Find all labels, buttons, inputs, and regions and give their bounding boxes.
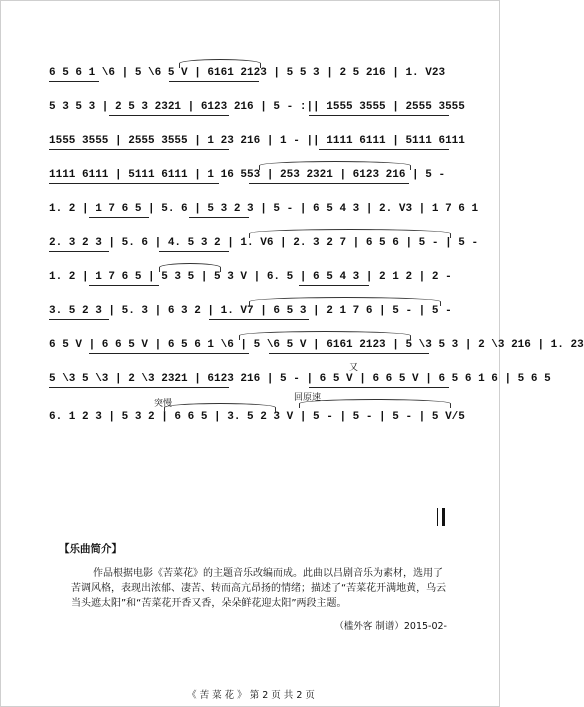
score-line-1 <box>49 53 451 87</box>
intro-title: 【乐曲简介】 <box>59 543 122 555</box>
numbered-music-score <box>49 53 584 463</box>
score-line-text: 1. 2 | 1 7 6 5 | 5. 6 | 5 3 2 3 | 5 - | 6 5 4 3 | 2. V3 | 1 7 6 1 <box>49 203 479 215</box>
score-line-text: 1. 2 | 1 7 6 5 | 5 3 5 | 5 3 V | 6. 5 | 6 5 4 3 | 2 1 2 | 2 - <box>49 271 452 283</box>
score-line-9 <box>49 325 584 359</box>
final-barline <box>437 508 445 526</box>
score-line-7 <box>49 257 451 291</box>
score-line-10 <box>49 359 551 393</box>
score-line-8 <box>49 291 451 325</box>
score-line-4 <box>49 155 451 189</box>
score-line-5 <box>49 189 479 223</box>
score-line-text: 2. 3 2 3 | 5. 6 | 4. 5 3 2 | 1. V6 | 2. 3 2 7 | 6 5 6 | 5 - | 5 - <box>49 237 479 249</box>
score-line-2 <box>49 87 465 121</box>
score-line-text: 5 3 5 3 | 2 5 3 2321 | 6123 216 | 5 - :|| 1555 3555 | 2555 3555 <box>49 101 465 113</box>
score-line-text: 6 5 6 1 \6 | 5 \6 5 V | 6161 2123 | 5 5 3 | 2 5 216 | 1. V23 <box>49 67 446 79</box>
annotation-sudden-slow: 突慢 <box>154 398 173 408</box>
score-line-text: 1111 6111 | 5111 6111 | 1 16 553 | 253 2321 | 6123 216 | 5 - <box>49 169 446 181</box>
score-line-text: 5 \3 5 \3 | 2 \3 2321 | 6123 216 | 5 - | 6 5 V | 6 6 5 V | 6 5 6 1 6 | 5 6 5 <box>49 373 551 385</box>
score-line-6 <box>49 223 479 257</box>
piece-introduction <box>59 541 459 611</box>
score-line-text: 6. 1 2 3 | 5 3 2 | 6 6 5 | 3. 5 2 3 V | 5 - | 5 - | 5 - | 5 V/5 <box>49 411 465 423</box>
score-line-text: 1555 3555 | 2555 3555 | 1 23 216 | 1 - || 1111 6111 | 5111 6111 <box>49 135 465 147</box>
annotation-you: 又 <box>349 362 359 372</box>
score-line-text: 6 5 V | 6 6 5 V | 6 5 6 1 \6 | 5 \6 5 V | 6161 2123 | 5 \3 5 3 | 2 \3 216 | 1. 23 <box>49 339 584 351</box>
score-line-text: 3. 5 2 3 | 5. 3 | 6 3 2 | 1. V7 | 6 5 3 | 2 1 7 6 | 5 - | 5 - <box>49 305 452 317</box>
annotation-return-tempo: 回原速 <box>294 392 322 402</box>
page-footer: 《 苦 菜 花 》 第 2 页 共 2 页 <box>187 690 315 701</box>
score-line-3 <box>49 121 465 155</box>
score-line-11 <box>49 392 465 463</box>
intro-body: 作品根据电影《苦菜花》的主题音乐改编而成。此曲以吕剧音乐为素材，选用了苦调风格，表现出浓郁、凄苦、转而高亢昂扬的情绪；描述了“苦菜花开满地黄，乌云当头遮太阳”和“苦菜花开香又香，朵朵鲜花迎太阳”两段主题。 <box>71 568 447 609</box>
transcriber-credit: （槛外客 制谱）2015-02- <box>334 621 447 632</box>
